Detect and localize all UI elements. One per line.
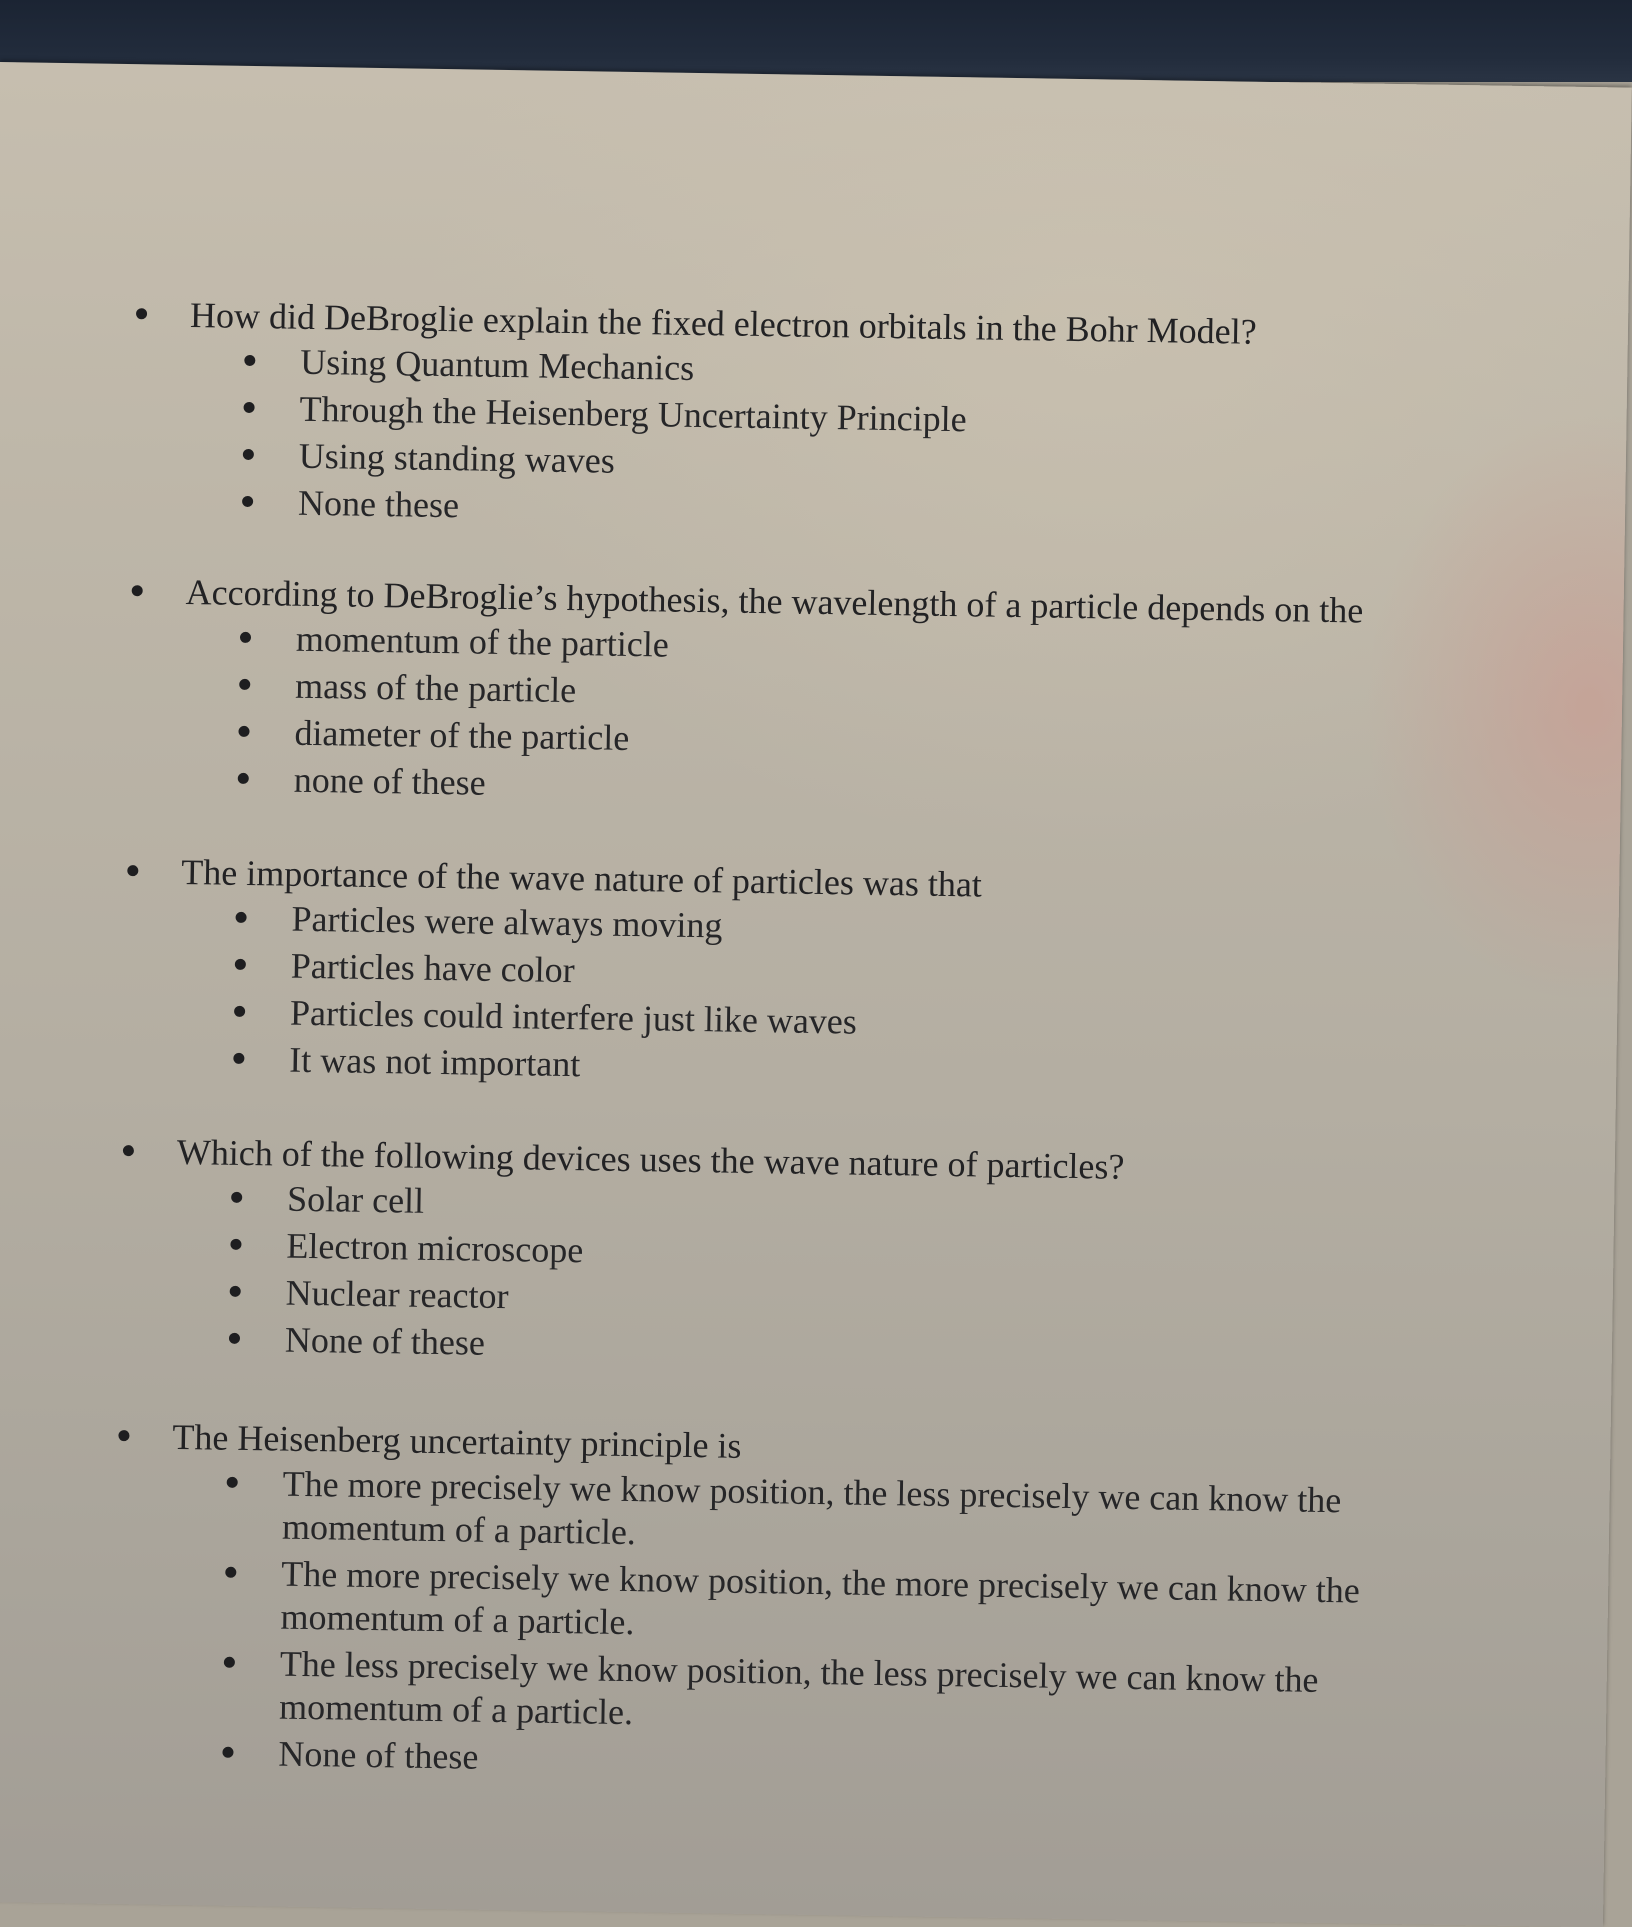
question-1-options: [133, 338, 1436, 541]
question-5-option-2: [115, 1550, 1411, 1656]
bullet-icon: [238, 726, 249, 737]
bullet-icon: [230, 1239, 241, 1250]
option-text: Particles have color: [290, 945, 576, 991]
bullet-icon: [225, 1567, 236, 1578]
question-1-text: How did DeBroglie explain the fixed electron orbitals in the Bohr Model?: [189, 295, 1257, 352]
question-5-text: The Heisenberg uncertainty principle is: [172, 1416, 742, 1466]
bullet-icon: [132, 585, 143, 596]
bullet-icon: [229, 1333, 240, 1344]
bullet-icon: [239, 679, 250, 690]
question-5-option-3: [114, 1640, 1410, 1746]
question-5: [113, 1414, 1419, 1797]
question-3-text: The importance of the wave nature of particles was that: [180, 851, 983, 905]
question-4: [120, 1129, 1424, 1383]
option-text: The more precisely we know position, the less precisely we can know the momentum of a particle.: [281, 1463, 1342, 1553]
option-text: None of these: [284, 1319, 486, 1363]
option-text: The less precisely we know position, the less precisely we can know the momentum of a particle.: [278, 1643, 1319, 1733]
question-1: [133, 292, 1437, 546]
option-text: Using Quantum Mechanics: [300, 341, 695, 388]
bullet-icon: [233, 1053, 244, 1064]
bullet-icon: [118, 1430, 129, 1441]
bullet-icon: [123, 1145, 134, 1156]
question-2-text: According to DeBroglie’s hypothesis, the wavelength of a particle depends on the: [185, 571, 1364, 631]
option-text: Using standing waves: [298, 435, 616, 481]
bullet-icon: [235, 959, 246, 970]
bullet-icon: [240, 632, 251, 643]
question-5-options: [113, 1460, 1418, 1792]
option-text: It was not important: [289, 1039, 581, 1085]
bullet-icon: [227, 1477, 238, 1488]
bullet-icon: [234, 1006, 245, 1017]
bullet-icon: [224, 1657, 235, 1668]
option-text: none of these: [293, 759, 486, 803]
bullet-icon: [231, 1192, 242, 1203]
bullet-icon: [136, 308, 147, 319]
question-2: [128, 569, 1432, 823]
option-text: Solar cell: [286, 1178, 425, 1221]
option-text: None of these: [278, 1733, 479, 1777]
bullet-icon: [244, 355, 255, 366]
option-text: None these: [297, 482, 460, 526]
option-text: Nuclear reactor: [285, 1272, 509, 1317]
question-5-option-1: [117, 1460, 1413, 1566]
bullet-icon: [243, 449, 254, 460]
option-text: Through the Heisenberg Uncertainty Principle: [299, 388, 967, 440]
bullet-icon: [236, 912, 247, 923]
question-3: [124, 849, 1428, 1103]
question-4-text: Which of the following devices uses the wave nature of particles?: [176, 1131, 1125, 1187]
option-text: The more precisely we know position, the more precisely we can know the momentum of a particle.: [280, 1553, 1361, 1643]
bullet-icon: [238, 773, 249, 784]
option-text: momentum of the particle: [295, 618, 670, 665]
bullet-icon: [242, 496, 253, 507]
option-text: mass of the particle: [294, 665, 577, 711]
question-3-options: [124, 895, 1427, 1098]
bullet-icon: [127, 865, 138, 876]
option-text: diameter of the particle: [294, 712, 630, 758]
option-text: Particles were always moving: [291, 898, 723, 946]
option-text: Particles could interfere just like waves: [289, 992, 858, 1042]
bullet-icon: [222, 1747, 233, 1758]
question-2-options: [128, 615, 1431, 818]
bullet-icon: [244, 402, 255, 413]
option-text: Electron microscope: [286, 1225, 584, 1271]
question-4-options: [120, 1175, 1423, 1378]
worksheet-paper: [0, 62, 1632, 1927]
bullet-icon: [230, 1286, 241, 1297]
